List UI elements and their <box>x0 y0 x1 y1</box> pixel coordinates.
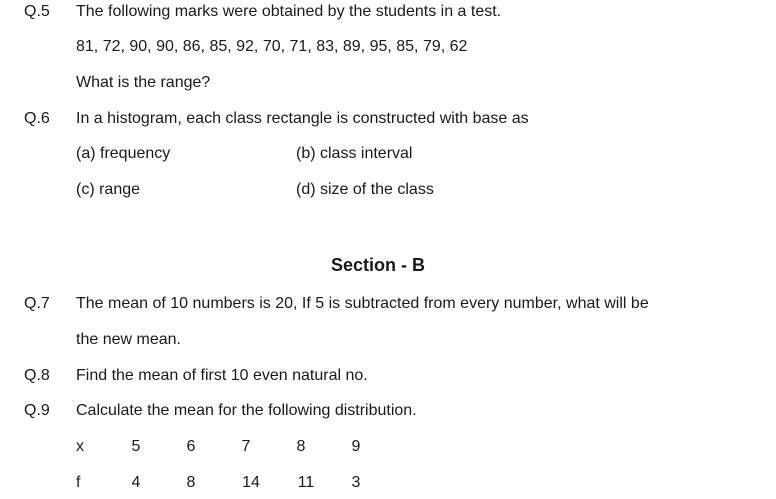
table-f-label: f <box>76 474 81 491</box>
q7-text-line1: The mean of 10 numbers is 20, If 5 is subtracted from every number, what will be <box>76 295 649 312</box>
table-f-value: 3 <box>351 474 361 491</box>
q8-text: Find the mean of first 10 even natural no. <box>76 367 368 384</box>
q5-number: Q.5 <box>24 3 50 20</box>
table-f-value: 8 <box>186 474 196 491</box>
table-x-value: 7 <box>241 438 251 455</box>
q6-option-b: (b) class interval <box>296 145 413 162</box>
q9-number: Q.9 <box>24 402 50 419</box>
section-b-heading: Section - B <box>330 255 425 275</box>
q7-number: Q.7 <box>24 295 50 312</box>
q7-text-line2: the new mean. <box>76 331 181 348</box>
table-f-value: 14 <box>242 474 260 491</box>
q5-marks-data: 81, 72, 90, 90, 86, 85, 92, 70, 71, 83, 89, 95, 85, 79, 62 <box>76 38 468 55</box>
table-x-value: 5 <box>131 438 141 455</box>
q6-option-d: (d) size of the class <box>296 181 434 198</box>
q6-option-c: (c) range <box>76 181 141 198</box>
q6-option-a: (a) frequency <box>76 145 171 162</box>
q9-text: Calculate the mean for the following distribution. <box>76 402 417 419</box>
table-f-value: 11 <box>297 474 315 491</box>
table-x-value: 8 <box>296 438 306 455</box>
q5-text: The following marks were obtained by the students in a test. <box>76 3 502 20</box>
table-x-value: 6 <box>186 438 196 455</box>
q5-question: What is the range? <box>76 74 211 91</box>
table-f-value: 4 <box>131 474 141 491</box>
q6-number: Q.6 <box>24 110 50 127</box>
q6-text: In a histogram, each class rectangle is constructed with base as <box>76 110 529 127</box>
table-x-value: 9 <box>351 438 361 455</box>
q8-number: Q.8 <box>24 367 50 384</box>
table-x-label: x <box>76 438 84 455</box>
